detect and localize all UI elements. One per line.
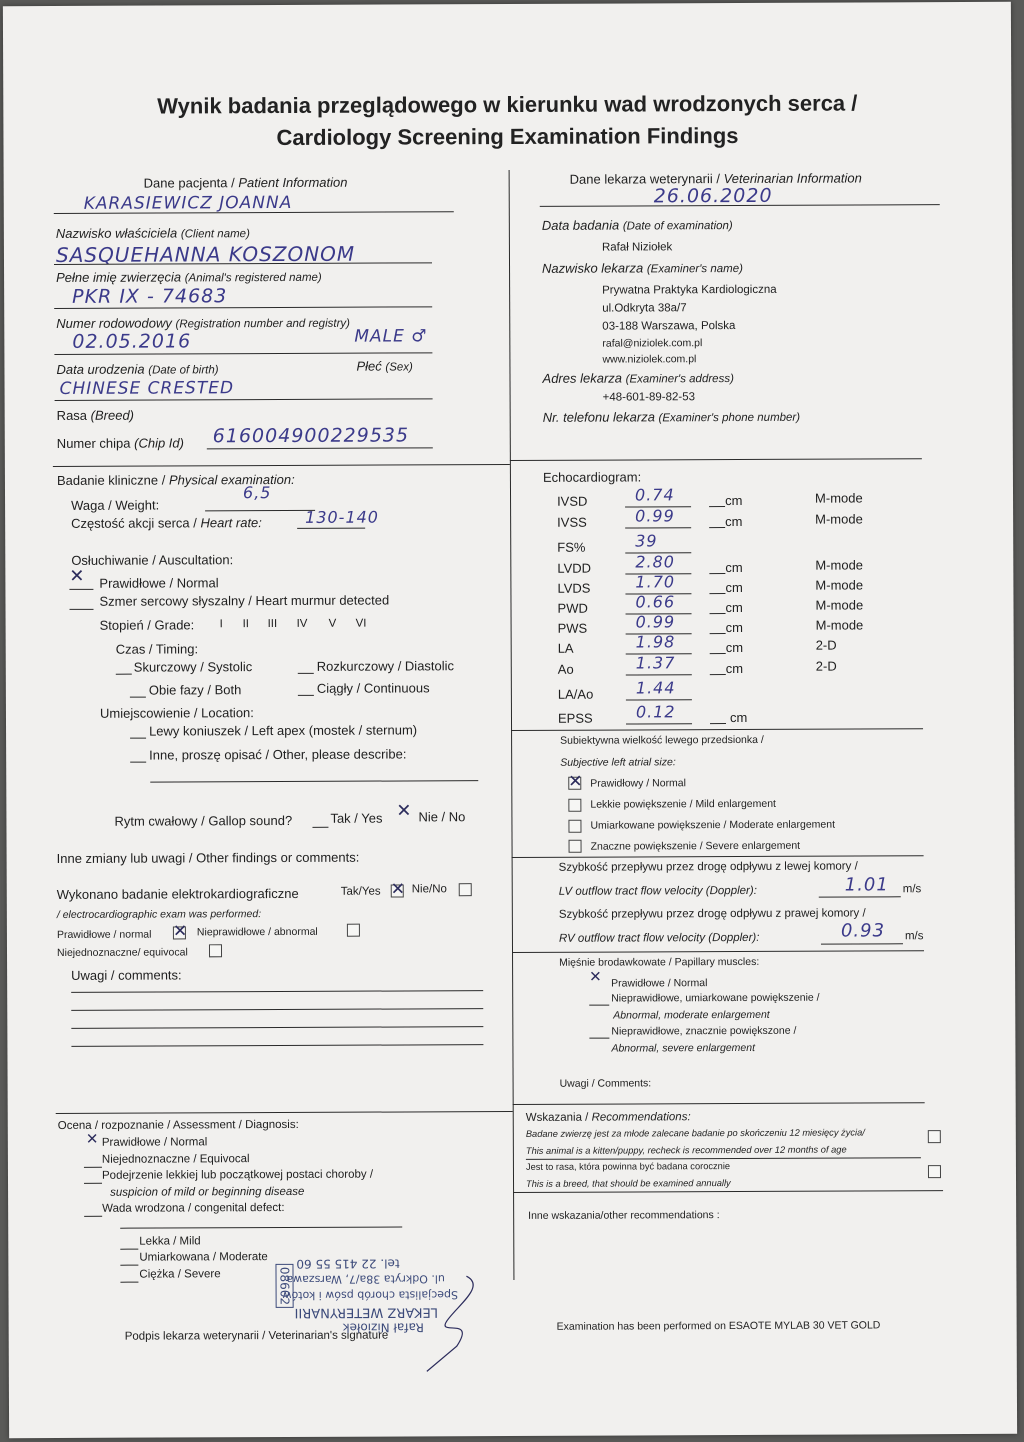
chip-line bbox=[207, 447, 433, 449]
echo-unit-blank bbox=[710, 723, 726, 724]
echo-value-line bbox=[625, 527, 691, 528]
severity-mild-option[interactable]: Lekka / Mild bbox=[139, 1235, 201, 1248]
grade-6[interactable]: VI bbox=[355, 617, 367, 630]
stamp-phone: tel. 22 415 55 60 bbox=[296, 1256, 400, 1271]
assessment-suspicion-option[interactable]: Podejrzenie lekkiej lub początkowej postaci choroby / bbox=[101, 1168, 374, 1182]
address-line-3: 03-188 Warszawa, Polska bbox=[602, 320, 736, 333]
address-website: www.niziolek.com.pl bbox=[602, 353, 697, 366]
signature-label: Podpis lekarza weterynarii / Veterinarian's signature bbox=[124, 1329, 389, 1343]
congenital-blank bbox=[84, 1216, 102, 1217]
lv-outflow-label: Szybkość przepływu przez drogę odpływu z lewej komory / bbox=[558, 860, 858, 874]
echo-unit: cm bbox=[725, 492, 743, 509]
registry-value: PKR IX - 74683 bbox=[72, 285, 228, 308]
echo-label-pwd: PWD bbox=[557, 600, 588, 616]
assessment-equivocal-option[interactable]: Niejednoznaczne / Equivocal bbox=[101, 1153, 250, 1166]
address-line-1: Prywatna Praktyka Kardiologiczna bbox=[602, 283, 777, 297]
sex-label: Płeć (Sex) bbox=[356, 358, 413, 374]
echo-unit: cm bbox=[725, 660, 744, 677]
heart-rate-value: 130-140 bbox=[305, 507, 380, 527]
section-divider-left-2 bbox=[56, 1111, 513, 1114]
papillary-severe-en: Abnormal, severe enlargement bbox=[611, 1041, 756, 1055]
dob-value: 02.05.2016 bbox=[72, 330, 192, 353]
physical-header: Badanie kliniczne / Physical examination: bbox=[56, 471, 295, 488]
both-blank bbox=[130, 697, 146, 698]
echo-unit: cm bbox=[725, 579, 743, 596]
other-findings-label: Inne zmiany lub uwagi / Other findings or comments: bbox=[56, 849, 360, 866]
rv-outflow-value: 0.93 bbox=[840, 920, 886, 942]
papillary-severe-option[interactable]: Nieprawidłowe, znacznie powiększone / bbox=[611, 1024, 797, 1038]
echo-label-ivss: IVSS bbox=[557, 514, 587, 530]
rec-kitten-en: This animal is a kitten/puppy, recheck is recommended over 12 months of age bbox=[525, 1144, 847, 1156]
papillary-moderate-en: Abnormal, moderate enlargement bbox=[613, 1008, 770, 1022]
animal-name-value: SASQUEHANNA KOSZONOM bbox=[55, 241, 356, 267]
weight-value: 6,5 bbox=[242, 483, 272, 503]
murmur-option[interactable]: Szmer sercowy słyszalny / Heart murmur detected bbox=[99, 592, 390, 609]
lv-divider bbox=[512, 855, 924, 858]
rec-breed-checkbox[interactable] bbox=[928, 1165, 941, 1178]
gallop-no-option[interactable]: Nie / No bbox=[418, 809, 466, 825]
signature-scribble bbox=[396, 1276, 496, 1356]
echo-comments-label: Uwagi / Comments: bbox=[559, 1077, 652, 1090]
form-sheet bbox=[3, 2, 1017, 1438]
papillary-label: Mięśnie brodawkowate / Papillary muscles: bbox=[559, 955, 760, 969]
echo-unit-blank bbox=[710, 613, 726, 614]
assessment-normal-option[interactable]: Prawidłowe / Normal bbox=[101, 1136, 208, 1149]
phone-value: +48-601-89-82-53 bbox=[602, 391, 696, 404]
atrial-normal-label: Prawidłowy / Normal bbox=[590, 777, 687, 790]
rv-outflow-label-en: RV outflow tract flow velocity (Doppler): bbox=[558, 931, 760, 945]
recommendations-header: Wskazania / Recommendations: bbox=[525, 1111, 691, 1124]
ecg-normal-label: Prawidłowe / normal bbox=[56, 928, 152, 941]
grade-1[interactable]: I bbox=[219, 618, 223, 631]
grade-3[interactable]: III bbox=[267, 618, 278, 631]
comment-line-2 bbox=[71, 1008, 483, 1011]
weight-line bbox=[205, 510, 315, 511]
echo-unit: cm bbox=[725, 513, 743, 530]
other-location-line bbox=[150, 780, 478, 782]
severe-blank bbox=[120, 1282, 138, 1283]
phone-label: Nr. telefonu lekarza (Examiner's phone number) bbox=[542, 409, 801, 425]
assessment-congenital-option[interactable]: Wada wrodzona / congenital defect: bbox=[102, 1201, 285, 1215]
grade-label: Stopień / Grade: bbox=[99, 617, 195, 633]
atrial-size-label-en: Subjective left atrial size: bbox=[560, 756, 676, 769]
papillary-normal-checkmark: ✕ bbox=[589, 967, 602, 986]
device-footer: Examination has been performed on ESAOTE MYLAB 30 VET GOLD bbox=[556, 1319, 881, 1333]
atrial-severe-checkbox[interactable] bbox=[569, 840, 582, 853]
ecg-no-label: Nie/No bbox=[411, 883, 447, 896]
echo-unit-blank bbox=[709, 527, 725, 528]
comment-line-4 bbox=[71, 1044, 483, 1047]
echo-mode: M-mode bbox=[815, 557, 864, 573]
chip-value: 616004900229535 bbox=[212, 424, 410, 448]
ecg-equivocal-label: Niejednoznaczne/ equivocal bbox=[56, 946, 188, 959]
echo-label-lvdd: LVDD bbox=[557, 560, 592, 576]
rec-other-label: Inne wskazania/other recommendations : bbox=[528, 1209, 720, 1222]
client-name-label: Nazwisko właściciela (Client name) bbox=[55, 225, 250, 241]
atrial-mild-checkbox[interactable] bbox=[568, 799, 581, 812]
timing-label: Czas / Timing: bbox=[115, 641, 199, 657]
echo-label-la-ao: LA/Ao bbox=[557, 686, 594, 702]
lv-outflow-label-en: LV outflow tract flow velocity (Doppler): bbox=[558, 884, 757, 898]
rec-breed-line bbox=[513, 1190, 943, 1193]
sex-value: MALE ♂ bbox=[354, 326, 428, 347]
grade-5[interactable]: V bbox=[328, 617, 337, 630]
assessment-header: Ocena / rozpoznanie / Assessment / Diagnosis: bbox=[57, 1118, 299, 1132]
echo-unit-blank bbox=[710, 674, 726, 675]
echo-mode: M-mode bbox=[815, 490, 863, 506]
breed-value: CHINESE CRESTED bbox=[59, 378, 235, 399]
rec-breed-pl: Jest to rasa, która powinna być badana corocznie bbox=[525, 1161, 731, 1172]
echo-unit-blank bbox=[709, 573, 725, 574]
client-name-value: KARASIEWICZ JOANNA bbox=[83, 192, 293, 214]
echo-mode: M-mode bbox=[815, 511, 863, 527]
echo-mode: M-mode bbox=[815, 597, 864, 613]
echo-unit: cm bbox=[725, 639, 744, 656]
lv-outflow-line bbox=[819, 896, 901, 897]
continuous-blank bbox=[298, 695, 314, 696]
echo-unit-blank bbox=[709, 506, 725, 507]
grade-2[interactable]: II bbox=[242, 618, 249, 631]
exam-date-label: Data badania (Date of examination) bbox=[541, 217, 733, 233]
address-line-2: ul.Odkryta 38a/7 bbox=[602, 302, 687, 315]
echo-value-lvdd: 2.80 bbox=[635, 552, 675, 572]
ecg-abnormal-label: Nieprawidłowe / abnormal bbox=[196, 925, 318, 939]
stamp-specialty: Specjalista chorób psów i kotów bbox=[282, 1288, 458, 1302]
equivocal-blank bbox=[84, 1167, 102, 1168]
echo-unit-blank bbox=[709, 593, 725, 594]
section-divider-right-2 bbox=[513, 1102, 925, 1105]
severity-moderate-option[interactable]: Umiarkowana / Moderate bbox=[139, 1251, 268, 1264]
rv-outflow-unit: m/s bbox=[904, 930, 924, 943]
animal-name-label: Pełne imię zwierzęcia (Animal's registered name) bbox=[56, 269, 322, 285]
lv-outflow-value: 1.01 bbox=[844, 874, 889, 896]
continuous-option[interactable]: Ciągły / Continuous bbox=[316, 680, 430, 696]
left-apex-option[interactable]: Lewy koniuszek / Left apex (mostek / sternum) bbox=[149, 722, 418, 739]
auscultation-normal-option[interactable]: Prawidłowe / Normal bbox=[99, 575, 219, 591]
section-divider-left-1 bbox=[53, 464, 510, 467]
echo-header: Echocardiogram: bbox=[542, 469, 642, 485]
stamp-address: ul. Odkryta 38a/7, Warszawa bbox=[286, 1272, 445, 1286]
assessment-normal-checkmark: ✕ bbox=[85, 1129, 99, 1148]
veterinarian-stamp bbox=[276, 1256, 502, 1345]
echo-value-fs-: 39 bbox=[635, 531, 658, 551]
vet-header: Dane lekarza weterynarii / Veterinarian Information bbox=[569, 170, 862, 187]
ecg-label-en: / electrocardiographic exam was performed: bbox=[56, 908, 262, 921]
registry-label: Numer rodowodowy (Registration number and registry) bbox=[56, 315, 351, 331]
echo-value-pwd: 0.66 bbox=[635, 592, 676, 612]
echo-mode: M-mode bbox=[815, 577, 864, 593]
atrial-size-label: Subiektywna wielkość lewego przedsionka / bbox=[560, 733, 764, 747]
echo-unit: cm bbox=[729, 709, 748, 726]
other-location-option[interactable]: Inne, proszę opisać / Other, please describe: bbox=[149, 746, 407, 763]
echo-label-ivsd: IVSD bbox=[557, 493, 588, 509]
comment-line-3 bbox=[71, 1026, 483, 1029]
echo-label-fs-: FS% bbox=[557, 539, 586, 555]
address-label: Adres lekarza (Examiner's address) bbox=[542, 370, 734, 386]
section-divider-right-1 bbox=[510, 458, 922, 461]
weight-label: Waga / Weight: bbox=[71, 497, 160, 513]
rv-outflow-line bbox=[821, 943, 903, 944]
gallop-label: Rytm cwałowy / Gallop sound? bbox=[114, 812, 293, 829]
atrial-severe-label: Znaczne powiększenie / Severe enlargement bbox=[590, 839, 801, 853]
atrial-moderate-label: Umiarkowane powiększenie / Moderate enlargement bbox=[590, 818, 836, 832]
echo-mode: M-mode bbox=[815, 617, 864, 633]
grade-4[interactable]: IV bbox=[296, 617, 308, 630]
echo-divider bbox=[511, 728, 923, 731]
echo-value-lvds: 1.70 bbox=[635, 572, 676, 592]
echo-value-ivsd: 0.74 bbox=[634, 485, 675, 505]
ecg-yes-label: Tak/Yes bbox=[340, 885, 381, 898]
papillary-moderate-option[interactable]: Nieprawidłowe, umiarkowane powiększenie / bbox=[611, 991, 820, 1005]
rec-breed-en: This is a breed, that should be examined annually bbox=[526, 1178, 731, 1189]
echo-unit: cm bbox=[725, 619, 743, 636]
papillary-normal-option[interactable]: Prawidłowe / Normal bbox=[611, 977, 708, 990]
auscultation-normal-blank bbox=[69, 589, 93, 590]
form-title-line2: Cardiology Screening Examination Findings bbox=[276, 122, 739, 151]
atrial-normal-checkbox[interactable] bbox=[568, 777, 581, 790]
left-comments-label: Uwagi / comments: bbox=[71, 967, 182, 983]
column-divider bbox=[509, 170, 515, 1280]
lv-outflow-unit: m/s bbox=[902, 883, 922, 896]
echo-mode: 2-D bbox=[815, 658, 837, 674]
echo-value-epss: 0.12 bbox=[635, 702, 676, 722]
form-title-line1: Wynik badania przeglądowego w kierunku wad wrodzonych serca / bbox=[157, 90, 858, 119]
ecg-normal-checkbox[interactable] bbox=[173, 926, 186, 939]
comment-line-1 bbox=[71, 990, 483, 993]
auscultation-normal-checkmark: ✕ bbox=[69, 565, 85, 587]
ecg-abnormal-checkbox[interactable] bbox=[347, 924, 360, 937]
echo-label-epss: EPSS bbox=[557, 710, 593, 726]
echo-label-pws: PWS bbox=[557, 620, 588, 636]
chip-label: Numer chipa (Chip Id) bbox=[56, 435, 184, 451]
other-location-blank bbox=[130, 762, 146, 763]
echo-mode: 2-D bbox=[815, 637, 837, 653]
atrial-mild-label: Lekkie powiększenie / Mild enlargement bbox=[590, 797, 777, 811]
rec-kitten-checkbox[interactable] bbox=[928, 1130, 941, 1143]
left-apex-blank bbox=[130, 738, 146, 739]
echo-value-ivss: 0.99 bbox=[635, 506, 675, 526]
papillary-divider bbox=[512, 950, 924, 953]
examiner-name-value: Rafał Niziołek bbox=[601, 241, 673, 254]
both-option[interactable]: Obie fazy / Both bbox=[148, 682, 242, 698]
heart-rate-line bbox=[297, 528, 365, 529]
echo-value-line bbox=[626, 723, 692, 724]
diastolic-blank bbox=[298, 673, 314, 674]
echo-table bbox=[3, 2, 1011, 6]
auscultation-label: Osłuchiwanie / Auscultation: bbox=[71, 552, 234, 568]
echo-value-la-ao: 1.44 bbox=[635, 678, 676, 698]
echo-label-la: LA bbox=[557, 640, 574, 656]
ecg-label: Wykonano badanie elektrokardiograficzne bbox=[56, 885, 299, 902]
echo-value-ao: 1.37 bbox=[635, 653, 676, 673]
pap-moderate-blank bbox=[589, 1005, 609, 1006]
gallop-yes-blank bbox=[312, 827, 328, 828]
echo-value-line bbox=[626, 674, 692, 675]
address-email: rafal@niziolek.com.pl bbox=[602, 337, 703, 350]
ecg-no-checkbox[interactable] bbox=[459, 883, 472, 896]
rec-kitten-pl: Badane zwierzę jest za młode zalecane badanie po skończeniu 12 miesięcy życia/ bbox=[525, 1127, 865, 1139]
gallop-yes-option[interactable]: Tak / Yes bbox=[330, 810, 383, 826]
dob-label: Data urodzenia (Date of birth) bbox=[56, 361, 219, 377]
breed-label: Rasa (Breed) bbox=[56, 407, 135, 423]
stamp-number: 08602 bbox=[275, 1264, 293, 1308]
echo-value-line bbox=[626, 699, 692, 700]
assessment-suspicion-en: suspicion of mild or beginning disease bbox=[110, 1185, 305, 1199]
systolic-blank bbox=[116, 674, 132, 675]
echo-unit-blank bbox=[710, 633, 726, 634]
rv-outflow-label: Szybkość przepływu przez drogę odpływu z prawej komory / bbox=[558, 907, 866, 921]
stamp-title: LEKARZ WETERYNARII bbox=[294, 1304, 439, 1320]
examiner-name-label: Nazwisko lekarza (Examiner's name) bbox=[541, 260, 743, 276]
atrial-moderate-checkbox[interactable] bbox=[568, 820, 581, 833]
pap-severe-blank bbox=[589, 1038, 609, 1039]
echo-value-pws: 0.99 bbox=[635, 612, 676, 632]
echo-unit: cm bbox=[725, 599, 743, 616]
suspicion-blank bbox=[84, 1183, 102, 1184]
diastolic-option[interactable]: Rozkurczowy / Diastolic bbox=[316, 658, 455, 674]
ecg-equivocal-checkbox[interactable] bbox=[209, 944, 222, 957]
echo-unit: cm bbox=[725, 559, 743, 576]
severity-severe-option[interactable]: Ciężka / Severe bbox=[139, 1268, 221, 1281]
echo-value-la: 1.98 bbox=[635, 632, 676, 652]
echo-label-ao: Ao bbox=[557, 661, 574, 677]
echo-unit-blank bbox=[710, 653, 726, 654]
echo-label-lvds: LVDS bbox=[557, 580, 591, 596]
moderate-blank bbox=[120, 1265, 138, 1266]
exam-date-value: 26.06.2020 bbox=[653, 184, 773, 208]
murmur-blank bbox=[70, 609, 94, 610]
mild-blank bbox=[120, 1249, 138, 1250]
congenital-line bbox=[120, 1226, 402, 1228]
rec-kitten-line bbox=[526, 1157, 921, 1160]
gallop-no-checkmark: ✕ bbox=[396, 800, 412, 822]
ecg-yes-checkbox[interactable] bbox=[391, 884, 404, 897]
heart-rate-label: Częstość akcji serca / Heart rate: bbox=[71, 515, 262, 531]
location-label: Umiejscowienie / Location: bbox=[99, 705, 254, 721]
stamp-name: Rafał Niziołek bbox=[342, 1320, 424, 1335]
patient-header: Dane pacjenta / Patient Information bbox=[143, 174, 348, 191]
systolic-option[interactable]: Skurczowy / Systolic bbox=[133, 659, 253, 675]
